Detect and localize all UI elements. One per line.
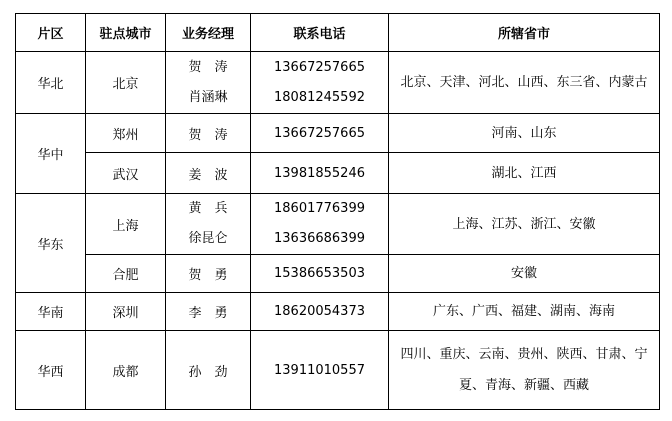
region-cell: 华北	[16, 52, 86, 114]
region-cell: 华南	[16, 293, 86, 331]
table-row	[16, 114, 660, 153]
manager-name: 贺 涛	[188, 59, 228, 75]
city-cell: 北京	[86, 52, 166, 114]
regional-contacts-table	[15, 13, 660, 410]
city-cell: 合肥	[86, 255, 166, 293]
city-cell: 武汉	[86, 153, 166, 194]
manager-name: 肖涵琳	[188, 89, 228, 105]
provinces-cell: 上海、江苏、浙江、安徽	[389, 194, 660, 255]
manager-name: 黄 兵	[188, 201, 228, 216]
region-cell: 华西	[16, 331, 86, 410]
region-cell: 华东	[16, 194, 86, 293]
manager-cell: 贺 勇	[166, 255, 251, 293]
table-row	[16, 293, 660, 331]
col-header-provinces: 所辖省市	[389, 14, 660, 52]
phone-cell: 13667257665	[251, 114, 389, 153]
manager-cell: 李 勇	[166, 293, 251, 331]
col-header-phone: 联系电话	[251, 14, 389, 52]
phone-cell: 13981855246	[251, 153, 389, 194]
table-row	[16, 255, 660, 293]
table-row	[16, 194, 660, 255]
provinces-cell: 河南、山东	[389, 114, 660, 153]
phone-number: 18601776399	[274, 201, 365, 216]
col-header-manager: 业务经理	[166, 14, 251, 52]
phone-cell	[251, 194, 389, 255]
phone-number: 13667257665	[274, 59, 365, 75]
provinces-cell: 四川、重庆、云南、贵州、陕西、甘肃、宁夏、青海、新疆、西藏	[389, 331, 660, 410]
phone-cell: 18620054373	[251, 293, 389, 331]
city-cell: 郑州	[86, 114, 166, 153]
table-row	[16, 331, 660, 410]
table-row	[16, 153, 660, 194]
phone-cell: 15386653503	[251, 255, 389, 293]
col-header-city: 驻点城市	[86, 14, 166, 52]
manager-cell: 贺 涛	[166, 114, 251, 153]
header-row	[16, 14, 660, 52]
manager-name: 徐昆仑	[188, 231, 228, 246]
table-row	[16, 52, 660, 114]
manager-cell	[166, 194, 251, 255]
phone-number: 18081245592	[274, 89, 365, 105]
provinces-cell: 北京、天津、河北、山西、东三省、内蒙古	[389, 52, 660, 114]
manager-cell: 姜 波	[166, 153, 251, 194]
city-cell: 上海	[86, 194, 166, 255]
region-cell: 华中	[16, 114, 86, 194]
city-cell: 深圳	[86, 293, 166, 331]
provinces-cell: 广东、广西、福建、湖南、海南	[389, 293, 660, 331]
col-header-region: 片区	[16, 14, 86, 52]
phone-cell: 13911010557	[251, 331, 389, 410]
provinces-cell: 安徽	[389, 255, 660, 293]
phone-number: 13636686399	[274, 231, 365, 246]
provinces-cell: 湖北、江西	[389, 153, 660, 194]
manager-cell	[166, 52, 251, 114]
manager-cell: 孙 劲	[166, 331, 251, 410]
phone-cell	[251, 52, 389, 114]
city-cell: 成都	[86, 331, 166, 410]
